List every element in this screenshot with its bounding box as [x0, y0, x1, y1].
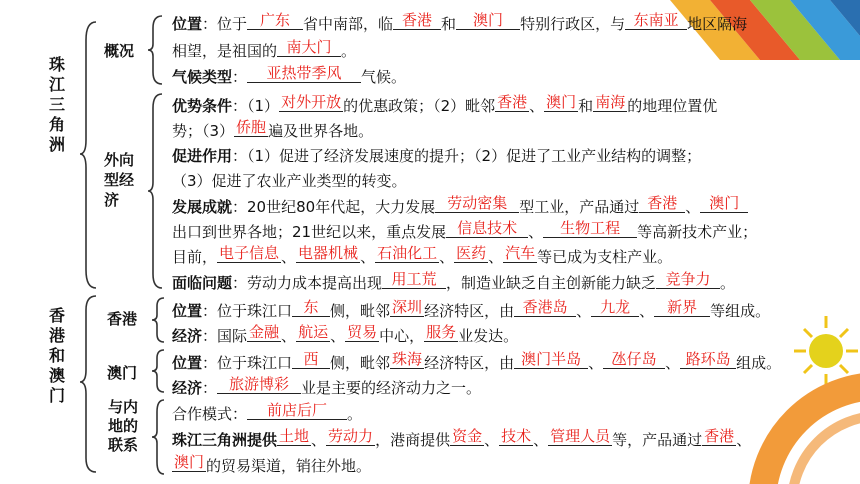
answer-blank[interactable]: 旅游博彩: [217, 376, 301, 394]
bracket-export: [148, 92, 164, 290]
bracket-overview: [148, 14, 164, 86]
answer-blank[interactable]: 香港岛: [514, 299, 576, 317]
prd-climate-line: 气候类型： 亚热带季风 气候。: [172, 64, 407, 86]
label-mainland-link: 与内 地的 联系: [108, 398, 139, 454]
arc-decoration: [740, 364, 860, 484]
answer-blank[interactable]: 石油化工: [377, 244, 438, 262]
prd-problem-line: 面临问题：劳动力成本提高出现 用工荒 ，制造业缺乏自主创新能力缺乏 竞争力 。: [172, 270, 736, 292]
prd-location-line1: 位置：位于 广东 省中南部，临 香港 和 澳门 特别行政区，与 东南亚 地区隔海: [172, 11, 748, 33]
label-macau: 澳门: [107, 364, 138, 382]
answer-blank[interactable]: 土地: [279, 427, 310, 445]
answer-blank[interactable]: 九龙: [591, 299, 639, 317]
answer-blank[interactable]: 广东: [247, 12, 303, 30]
answer-blank[interactable]: 服务: [426, 323, 457, 341]
answer-blank[interactable]: 珠海: [392, 350, 423, 368]
label-hk: 香港: [107, 310, 138, 328]
answer-blank[interactable]: 贸易: [347, 323, 378, 341]
coop-detail-line2: 澳门 的贸易渠道，销往外地。: [174, 453, 372, 475]
answer-blank[interactable]: 用工荒: [382, 271, 446, 289]
answer-blank[interactable]: 亚热带季风: [247, 65, 361, 83]
bracket-prd: [80, 20, 100, 290]
hk-economy-line: 经济：国际 金融 、 航运 、 贸易 中心， 服务 业发达。: [172, 323, 519, 345]
answer-blank[interactable]: 管理人员: [550, 427, 611, 445]
label-export-economy: 外向 型经 济: [104, 151, 135, 209]
answer-blank[interactable]: 香港: [639, 195, 685, 213]
answer-blank[interactable]: 深圳: [392, 298, 423, 316]
prd-location-line2: 相望，是祖国的 南大门 。: [172, 38, 357, 60]
prd-development-line2: 出口到世界各地；21世纪以来，重点发展 信息技术 、 生物工程 等高新技术产业；: [172, 219, 758, 241]
region-title-prd: 珠江三角洲: [48, 55, 65, 154]
answer-blank[interactable]: 生物工程: [543, 220, 637, 238]
coop-mode-line: 合作模式： 前店后厂 。: [172, 401, 363, 423]
answer-blank[interactable]: 对外开放: [281, 93, 342, 111]
answer-blank[interactable]: 金融: [249, 323, 280, 341]
answer-blank[interactable]: 电器机械: [298, 244, 359, 262]
prd-promote-line1: 促进作用：（1）促进了经济发展速度的提升；（2）促进了工业产业结构的调整；: [172, 147, 702, 165]
answer-blank[interactable]: 竞争力: [656, 271, 720, 289]
prd-advantage-line1: 优势条件：（1） 对外开放 的优惠政策；（2）毗邻 香港 、 澳门 和 南海 的地理位置优: [172, 93, 718, 115]
answer-blank[interactable]: 劳动力: [328, 427, 374, 445]
answer-blank[interactable]: 氹仔岛: [603, 351, 665, 369]
answer-blank[interactable]: 东: [292, 299, 330, 317]
prd-development-line1: 发展成就：20世纪80年代起，大力发展 劳动密集 型工业，产品通过 香港 、 澳门: [172, 197, 748, 217]
prd-development-line3: 目前， 电子信息 、 电器机械 、 石油化工 、 医药 、 汽车 等已成为支柱产业。: [172, 244, 673, 266]
answer-blank[interactable]: 新界: [654, 299, 710, 317]
answer-blank[interactable]: 香港: [497, 93, 528, 111]
prd-advantage-line2: 势；（3） 侨胞 遍及世界各地。: [172, 118, 374, 140]
region-title-hk-macau: 香港和澳门: [48, 306, 65, 405]
answer-blank[interactable]: 汽车: [505, 244, 536, 262]
answer-blank[interactable]: 南大门: [277, 39, 341, 57]
answer-blank[interactable]: 电子信息: [219, 244, 280, 262]
answer-blank[interactable]: 前店后厂: [247, 402, 347, 420]
answer-blank[interactable]: 信息技术: [446, 220, 528, 238]
mo-economy-line: 经济： 旅游博彩 业是主要的经济动力之一。: [172, 375, 482, 397]
answer-blank[interactable]: 澳门: [546, 93, 577, 111]
prd-promote-line2: （3）促进了农业产业类型的转变。: [172, 172, 407, 190]
answer-blank[interactable]: 侨胞: [236, 118, 267, 136]
bracket-hkmo: [80, 294, 100, 474]
answer-blank[interactable]: 澳门: [456, 12, 520, 30]
bracket-link: [152, 398, 166, 476]
answer-blank[interactable]: 劳动密集: [435, 195, 519, 213]
answer-blank[interactable]: 资金: [452, 427, 483, 445]
answer-blank[interactable]: 航运: [298, 323, 329, 341]
bracket-macau: [152, 348, 166, 394]
answer-blank[interactable]: 香港: [393, 12, 441, 30]
answer-blank[interactable]: 东南亚: [625, 12, 687, 30]
label-overview: 概况: [104, 42, 135, 60]
mo-location-line: 位置：位于珠江口 西 侧，毗邻 珠海 经济特区，由 澳门半岛 、 氹仔岛 、 路环岛 组成。: [172, 350, 782, 372]
answer-blank[interactable]: 澳门: [174, 453, 205, 471]
answer-blank[interactable]: 澳门半岛: [514, 351, 588, 369]
answer-blank[interactable]: 技术: [501, 427, 532, 445]
bracket-hk: [152, 296, 166, 344]
answer-blank[interactable]: 香港: [704, 427, 735, 445]
answer-blank[interactable]: 路环岛: [680, 351, 736, 369]
hk-location-line: 位置：位于珠江口 东 侧，毗邻 深圳 经济特区，由 香港岛 、 九龙 、 新界 等组成。: [172, 298, 771, 320]
answer-blank[interactable]: 西: [292, 351, 330, 369]
answer-blank[interactable]: 南海: [595, 93, 626, 111]
coop-detail-line1: 珠江三角洲提供 土地 、 劳动力 ，港商提供 资金 、 技术 、 管理人员 等，产品通过 香港 、: [172, 427, 752, 449]
answer-blank[interactable]: 澳门: [700, 195, 748, 213]
answer-blank[interactable]: 医药: [456, 244, 487, 262]
